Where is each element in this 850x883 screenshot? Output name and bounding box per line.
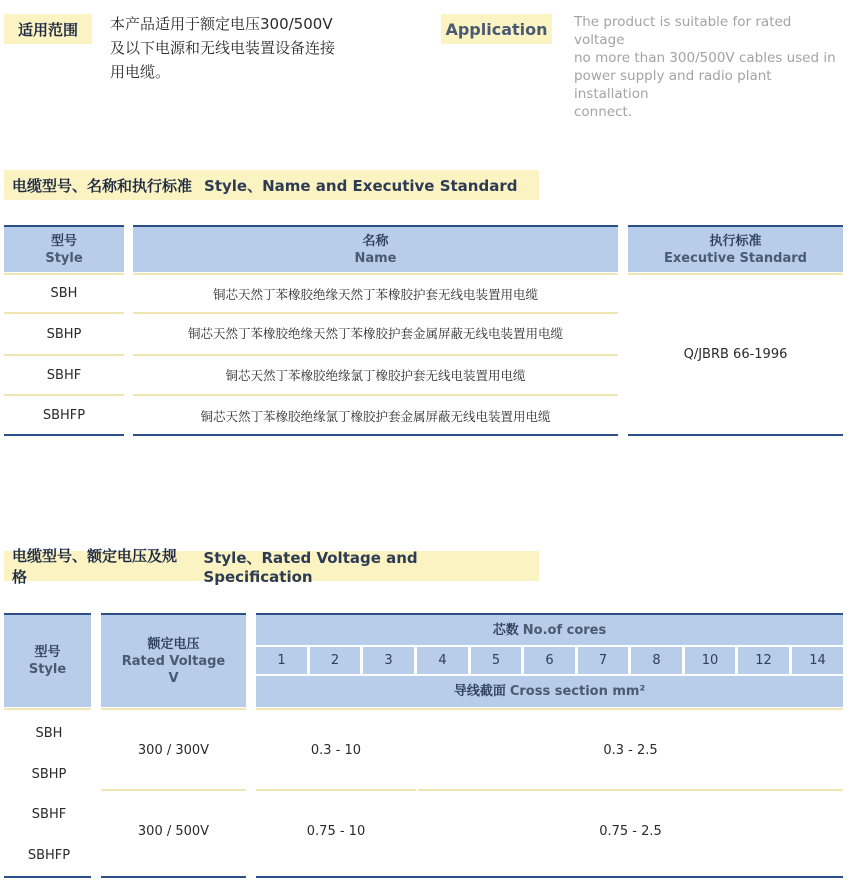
core-count-cell: 5 (471, 647, 521, 674)
header-style (4, 615, 91, 707)
table-cell-single-core: 0.3 - 10 (310, 742, 362, 758)
header-name-cn: 名称 (362, 233, 389, 249)
header-standard-cn: 执行标准 (709, 233, 762, 249)
section2-title-cn: 电缆型号、额定电压及规格 (12, 547, 178, 586)
core-count-cell: 10 (685, 647, 735, 674)
table-cell-style: SBH (35, 725, 63, 741)
table-cell-name: 铜芯天然丁苯橡胶绝缘天然丁苯橡胶护套无线电装置用电缆 (212, 286, 538, 302)
header-cross-cn: 导线截面 (453, 684, 506, 699)
section1-title (4, 170, 539, 200)
header-style-cn: 型号 (50, 233, 77, 249)
header-cross-en: Cross section mm² (509, 684, 646, 699)
divider (4, 708, 91, 710)
application-text-cn (110, 12, 410, 84)
header-cores-en: No.of cores (522, 622, 607, 638)
section1-title-en: Style、Name and Executive Standard (204, 176, 518, 195)
application-label-en: Application (441, 14, 552, 44)
table-cell-style: SBHF (31, 806, 67, 822)
divider (256, 876, 843, 878)
header-cores (256, 615, 843, 645)
table-cell-voltage: 300 / 500V (137, 823, 210, 839)
table-cell-single-core: 0.75 - 10 (306, 823, 366, 839)
header-style (4, 227, 124, 272)
core-count-cell: 4 (417, 647, 468, 674)
section2-title (4, 547, 539, 586)
header-voltage-unit: V (168, 670, 179, 686)
table-cell-voltage: 300 / 300V (137, 742, 210, 758)
divider (256, 789, 416, 791)
table-cell-style: SBH (50, 286, 78, 301)
table-cell-style: SBHP (46, 326, 82, 342)
core-count-cell: 3 (363, 647, 414, 674)
core-count-cell: 1 (256, 647, 307, 674)
core-count-cell: 2 (310, 647, 360, 674)
application-text-en (574, 13, 846, 121)
table-cell-style: SBHP (31, 766, 67, 782)
core-count-cell: 6 (524, 647, 575, 674)
table-cell-style: SBHF (46, 367, 82, 383)
table-cell-standard: Q/JBRB 66-1996 (683, 347, 788, 362)
divider (101, 708, 246, 710)
core-count-cell: 12 (738, 647, 789, 674)
application-text-cn-line: 本产品适用于额定电压300/500V (110, 15, 333, 33)
header-name-en: Name (354, 250, 397, 266)
header-style-en: Style (45, 250, 83, 266)
table-cell-multi-core: 0.75 - 2.5 (599, 823, 662, 839)
table-cell-style: SBHFP (42, 407, 86, 423)
divider (628, 434, 843, 436)
application-text-cn-line: 用电缆。 (110, 63, 171, 81)
divider (101, 789, 246, 791)
header-voltage-cn: 额定电压 (147, 636, 200, 652)
table-cell-style: SBHFP (27, 847, 71, 863)
application-text-en-line: no more than 300/500V cables used in (574, 50, 836, 66)
header-name (133, 227, 618, 272)
divider (4, 876, 91, 878)
table-cell-name: 铜芯天然丁苯橡胶绝缘氯丁橡胶护套无线电装置用电缆 (225, 368, 526, 383)
divider (256, 708, 843, 710)
header-style-en: Style (28, 662, 67, 677)
divider (133, 434, 618, 436)
core-count-cell: 14 (792, 647, 843, 674)
table-cell-name: 铜芯天然丁苯橡胶绝缘氯丁橡胶护套金属屏蔽无线电装置用电缆 (200, 409, 551, 424)
header-voltage-en: Rated Voltage (121, 653, 226, 669)
divider (418, 789, 843, 791)
divider (101, 876, 246, 878)
section2-title-en: Style、Rated Voltage and Specification (203, 548, 418, 586)
header-style-cn: 型号 (34, 645, 61, 660)
application-text-en-line: The product is suitable for rated voltage (574, 14, 792, 48)
header-cross-section (256, 676, 843, 707)
application-text-en-line: power supply and radio plant installation (574, 68, 772, 102)
header-standard-en: Executive Standard (664, 250, 807, 266)
application-label-cn: 适用范围 (4, 14, 92, 44)
header-cores-cn: 芯数 (492, 622, 519, 638)
application-text-en-line: connect. (574, 104, 633, 120)
header-voltage (101, 615, 246, 707)
section1-title-cn: 电缆型号、名称和执行标准 (12, 176, 193, 195)
table-cell-multi-core: 0.3 - 2.5 (603, 742, 658, 758)
table-cell-name: 铜芯天然丁苯橡胶绝缘天然丁苯橡胶护套金属屏蔽无线电装置用电缆 (187, 326, 563, 341)
header-standard (628, 227, 843, 272)
application-text-cn-line: 及以下电源和无线电装置设备连接 (110, 39, 336, 57)
core-count-cell: 7 (578, 647, 628, 674)
core-count-cell: 8 (631, 647, 682, 674)
divider (4, 434, 124, 436)
